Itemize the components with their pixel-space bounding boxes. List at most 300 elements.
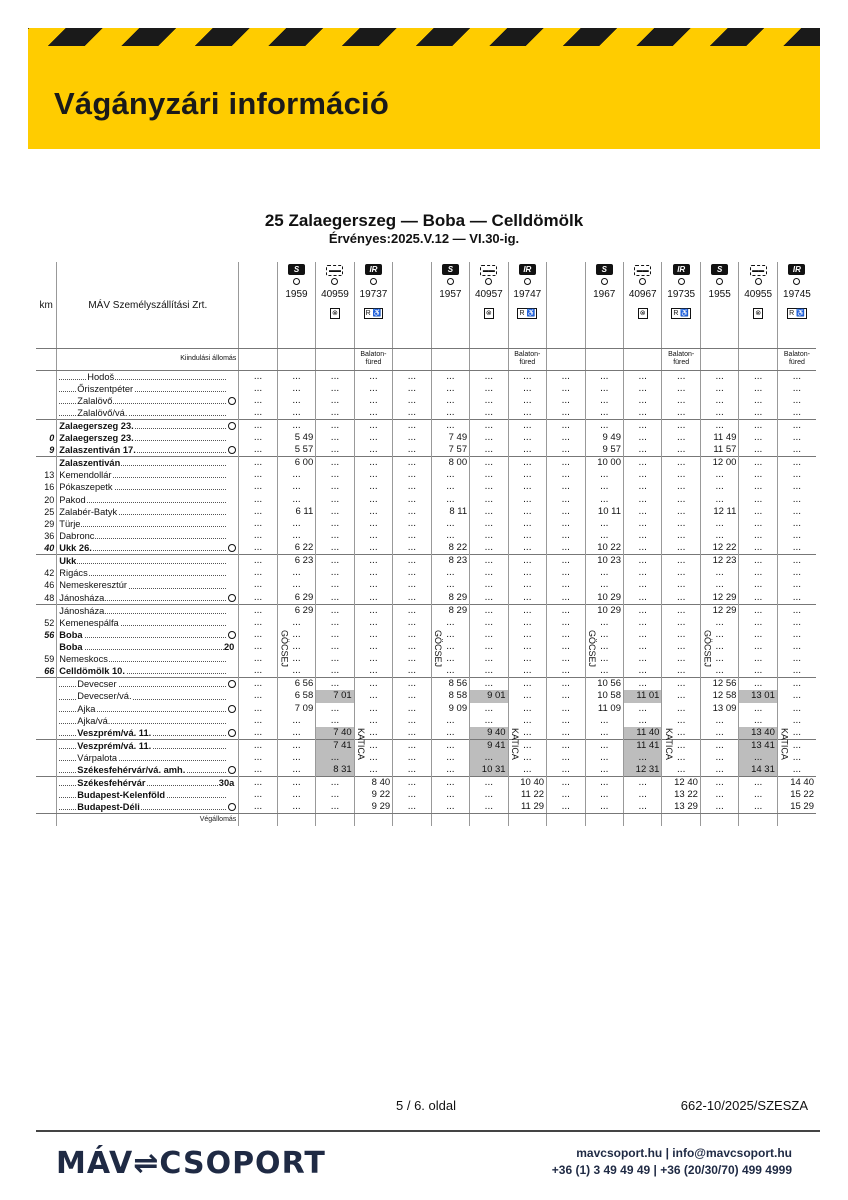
km-value: 0 [49, 432, 55, 443]
time-cell: ... [316, 469, 354, 481]
time-cell: ... [662, 419, 700, 432]
time-cell: ... [777, 715, 816, 727]
time-cell: ... [470, 481, 508, 493]
station-name: Ajka [57, 703, 239, 715]
train-number: 19747 [513, 289, 542, 300]
terminus-cell [470, 814, 508, 827]
km-value [36, 727, 57, 740]
origin-empty [739, 348, 777, 370]
time-cell: ... [662, 530, 700, 542]
time-cell: ... [662, 457, 700, 470]
ticket-office-circle-icon [228, 631, 236, 639]
time-cell: ... [662, 690, 700, 702]
table-row [36, 567, 816, 579]
time-cell: 6 23 [277, 555, 315, 568]
km-value [36, 383, 57, 395]
interregio-icon: IR [519, 264, 536, 275]
time-cell: ... [239, 604, 277, 617]
time-cell: ... [316, 542, 354, 555]
bicycle-reservation-accessible-icon: R ♿ [519, 310, 536, 317]
table-row [36, 727, 816, 740]
time-cell: ... [623, 579, 661, 591]
time-cell: 10 40 [508, 777, 546, 790]
km-value: 13 [44, 470, 55, 481]
time-cell: ... [316, 703, 354, 715]
time-cell: 10 31 [470, 764, 508, 777]
station-name: Dabronc [57, 530, 239, 542]
time-cell: ... [239, 727, 277, 740]
km-value [36, 370, 57, 383]
time-cell: ... [431, 715, 469, 727]
time-cell: ... [547, 690, 585, 702]
time-cell: ... [277, 481, 315, 493]
train-name-katica: KATICA [779, 727, 790, 760]
time-cell: ... [662, 752, 700, 764]
table-row [36, 506, 816, 518]
time-cell: ... [316, 370, 354, 383]
station-name: Zalaszentiván 17. [57, 444, 239, 457]
time-cell: ... [623, 801, 661, 814]
time-cell: ... [623, 469, 661, 481]
time-cell: ... [508, 727, 546, 740]
time-cell: ... [239, 703, 277, 715]
time-cell: ... [470, 457, 508, 470]
time-cell: 6 00 [277, 457, 315, 470]
time-cell: 10 29 [585, 592, 623, 605]
time-cell: ... [547, 542, 585, 555]
time-cell: ... [739, 469, 777, 481]
time-cell: ... [393, 407, 431, 420]
no-bicycle-icon: ⊗ [639, 310, 646, 317]
train-number: 19735 [667, 289, 696, 300]
km-value: 25 [44, 506, 55, 517]
time-cell: 8 40 [354, 777, 392, 790]
time-cell: 7 57 [431, 444, 469, 457]
time-cell: ... [623, 641, 661, 653]
time-cell: ... [470, 555, 508, 568]
time-cell: ... [508, 469, 546, 481]
table-row [36, 444, 816, 457]
time-cell: ... [431, 518, 469, 530]
bus-icon: ▬▬ [634, 265, 651, 276]
bus-icon: ▬▬ [750, 265, 767, 276]
time-cell: ... [316, 617, 354, 629]
time-cell: ... [739, 592, 777, 605]
station-name: Őriszentpéter [57, 383, 239, 395]
time-cell: ... [316, 419, 354, 432]
time-cell: ... [508, 432, 546, 444]
time-cell: ... [777, 629, 816, 641]
header-banner [28, 28, 820, 149]
km-value: 59 [44, 654, 55, 665]
terminus-cell [316, 814, 354, 827]
train-header [470, 262, 508, 348]
station-name: Ajka/vá. [57, 715, 239, 727]
time-cell: ... [239, 407, 277, 420]
time-cell: ... [585, 764, 623, 777]
time-cell: ... [777, 727, 816, 740]
time-cell: ... [354, 419, 392, 432]
time-cell: ... [239, 801, 277, 814]
time-cell: ... [739, 665, 777, 678]
time-cell: ... [777, 493, 816, 505]
time-cell: ... [354, 383, 392, 395]
time-cell: ... [662, 383, 700, 395]
time-cell: ... [239, 457, 277, 470]
time-cell: ... [470, 493, 508, 505]
station-name: Türje [57, 518, 239, 530]
time-cell: ... [739, 419, 777, 432]
time-cell: ... [547, 432, 585, 444]
time-cell: ... [239, 678, 277, 691]
train-number: 40959 [321, 289, 349, 300]
passenger-train-icon: S [711, 264, 728, 275]
daily-circle-icon [755, 278, 762, 285]
time-cell: ... [431, 370, 469, 383]
train-header [585, 262, 623, 348]
time-cell: ... [700, 383, 738, 395]
time-cell: ... [662, 764, 700, 777]
time-cell: ... [508, 370, 546, 383]
time-cell: ... [623, 457, 661, 470]
ticket-office-circle-icon [228, 422, 236, 430]
time-cell: ... [354, 690, 392, 702]
time-cell: ... [585, 530, 623, 542]
time-cell: ... [739, 801, 777, 814]
station-name: Boba 20 [57, 641, 239, 653]
terminus-cell [393, 814, 431, 827]
time-cell: ... [316, 579, 354, 591]
km-value: 20 [44, 494, 55, 505]
time-cell: 6 22 [277, 542, 315, 555]
table-row [36, 407, 816, 420]
time-cell: ... [547, 395, 585, 407]
page-number: 5 / 6. oldal [396, 1098, 456, 1113]
time-cell: ... [547, 407, 585, 420]
time-cell: ... [547, 617, 585, 629]
time-cell: ... [662, 444, 700, 457]
time-cell: ... [777, 444, 816, 457]
time-cell: ... [431, 493, 469, 505]
time-cell: ... [239, 469, 277, 481]
km-value [36, 801, 57, 814]
time-cell: 10 22 [585, 542, 623, 555]
time-cell: 11 40 [623, 727, 661, 740]
time-cell: ... [585, 579, 623, 591]
daily-circle-icon [331, 278, 338, 285]
time-cell: ... [277, 665, 315, 678]
train-name-katica: KATICA [663, 727, 674, 760]
km-value [36, 789, 57, 801]
time-cell: ... [547, 555, 585, 568]
daily-circle-icon [485, 278, 492, 285]
km-value: 36 [44, 531, 55, 542]
train-header [623, 262, 661, 348]
station-name: Rigács [57, 567, 239, 579]
time-cell: ... [547, 727, 585, 740]
km-value [36, 555, 57, 568]
train-header [700, 262, 738, 348]
time-cell: ... [393, 617, 431, 629]
empty-column-header [393, 262, 431, 348]
mav-csoport-logo: MÁV⇌CSOPORT [56, 1146, 326, 1181]
time-cell: ... [623, 555, 661, 568]
time-cell: ... [239, 395, 277, 407]
time-cell: ... [623, 604, 661, 617]
time-cell: 10 29 [585, 604, 623, 617]
train-name-katica: KATICA [356, 727, 367, 760]
time-cell: ... [547, 665, 585, 678]
time-cell: ... [662, 407, 700, 420]
daily-circle-icon [601, 278, 608, 285]
time-cell: ... [239, 665, 277, 678]
time-cell: ... [662, 715, 700, 727]
time-cell: ... [354, 592, 392, 605]
time-cell: ... [239, 752, 277, 764]
passenger-train-icon: S [288, 264, 305, 275]
no-bicycle-icon: ⊗ [485, 310, 492, 317]
time-cell: ... [623, 617, 661, 629]
time-cell: ... [431, 407, 469, 420]
ticket-office-circle-icon [228, 680, 236, 688]
time-cell: ... [239, 579, 277, 591]
origin-empty [623, 348, 661, 370]
station-name: Hodoš [57, 370, 239, 383]
time-cell: ... [470, 542, 508, 555]
time-cell: ... [662, 579, 700, 591]
time-cell: ... [547, 506, 585, 518]
time-cell: ... [662, 506, 700, 518]
station-name: Zalalövő/vá. [57, 407, 239, 420]
bus-icon: ▬▬ [480, 265, 497, 276]
interregio-icon: IR [365, 264, 382, 275]
time-cell: ... [547, 444, 585, 457]
time-cell: ... [316, 555, 354, 568]
time-cell: ... [777, 690, 816, 702]
time-cell: ... [585, 653, 623, 665]
train-origin: Balaton-füred [508, 348, 546, 370]
time-cell: 11 01 [623, 690, 661, 702]
time-cell: ... [662, 739, 700, 752]
time-cell: ... [777, 752, 816, 764]
time-cell: ... [508, 641, 546, 653]
km-value: 56 [44, 629, 55, 640]
time-cell: 12 00 [700, 457, 738, 470]
time-cell: 9 29 [354, 801, 392, 814]
time-cell: 13 01 [739, 690, 777, 702]
time-cell: 5 49 [277, 432, 315, 444]
time-cell: ... [316, 530, 354, 542]
time-cell: ... [277, 395, 315, 407]
time-cell: ... [393, 395, 431, 407]
time-cell: ... [277, 370, 315, 383]
time-cell: ... [623, 653, 661, 665]
time-cell: ... [739, 789, 777, 801]
time-cell: ... [316, 715, 354, 727]
time-cell: ... [739, 395, 777, 407]
time-cell: ... [700, 752, 738, 764]
table-row [36, 678, 816, 691]
time-cell: ... [431, 727, 469, 740]
time-cell: ... [277, 789, 315, 801]
station-name: Nemeskocs [57, 653, 239, 665]
empty-column-header [239, 262, 277, 348]
no-bicycle-icon: ⊗ [332, 310, 338, 317]
time-cell: ... [700, 518, 738, 530]
time-cell: ... [585, 481, 623, 493]
time-cell: ... [508, 752, 546, 764]
time-cell: ... [431, 617, 469, 629]
time-cell: ... [431, 395, 469, 407]
time-cell: ... [739, 506, 777, 518]
time-cell: ... [547, 481, 585, 493]
time-cell: ... [393, 469, 431, 481]
ticket-office-circle-icon [228, 729, 236, 737]
time-cell: 15 22 [777, 789, 816, 801]
time-cell: ... [239, 542, 277, 555]
ticket-office-circle-icon [228, 397, 236, 405]
time-cell: ... [354, 493, 392, 505]
time-cell: 12 23 [700, 555, 738, 568]
time-cell: ... [277, 752, 315, 764]
time-cell: 13 29 [662, 801, 700, 814]
km-value: 52 [44, 617, 55, 628]
time-cell: ... [431, 653, 469, 665]
time-cell: 9 49 [585, 432, 623, 444]
time-cell: ... [585, 715, 623, 727]
time-cell: ... [700, 567, 738, 579]
time-cell: ... [662, 641, 700, 653]
terminus-cell [354, 814, 392, 827]
time-cell: ... [662, 592, 700, 605]
time-cell: ... [431, 665, 469, 678]
time-cell: ... [508, 419, 546, 432]
train-name-katica: KATICA [510, 727, 521, 760]
time-cell: ... [623, 444, 661, 457]
time-cell: ... [700, 777, 738, 790]
time-cell: ... [777, 604, 816, 617]
time-cell: 8 31 [316, 764, 354, 777]
time-cell: 6 29 [277, 592, 315, 605]
time-cell: 12 31 [623, 764, 661, 777]
time-cell: ... [662, 395, 700, 407]
train-name-gocsej: GÖCSEJ [702, 629, 713, 667]
time-cell: ... [508, 653, 546, 665]
time-cell: ... [777, 617, 816, 629]
time-cell: 13 09 [700, 703, 738, 715]
km-value: 42 [44, 568, 55, 579]
time-cell: ... [662, 617, 700, 629]
time-cell: ... [393, 592, 431, 605]
daily-circle-icon [447, 278, 454, 285]
time-cell: ... [508, 407, 546, 420]
time-cell: ... [277, 641, 315, 653]
time-cell: ... [277, 801, 315, 814]
time-cell: ... [547, 801, 585, 814]
time-cell: ... [239, 518, 277, 530]
time-cell: ... [623, 777, 661, 790]
time-cell: ... [547, 764, 585, 777]
time-cell: 7 41 [316, 739, 354, 752]
time-cell: 13 40 [739, 727, 777, 740]
train-number: 19737 [359, 289, 388, 300]
table-row [36, 604, 816, 617]
time-cell: ... [239, 715, 277, 727]
table-row [36, 703, 816, 715]
station-name: Jánosháza [57, 592, 239, 605]
time-cell: ... [585, 665, 623, 678]
time-cell: ... [354, 567, 392, 579]
timetable-title: 25 Zalaegerszeg — Boba — Celldömölk [264, 211, 584, 230]
time-cell: ... [431, 579, 469, 591]
time-cell: ... [508, 530, 546, 542]
time-cell: ... [623, 789, 661, 801]
time-cell: ... [585, 567, 623, 579]
time-cell: 8 29 [431, 592, 469, 605]
train-number: 1967 [593, 289, 616, 300]
table-row [36, 469, 816, 481]
time-cell: ... [662, 629, 700, 641]
table-row [36, 801, 816, 814]
time-cell: ... [393, 739, 431, 752]
time-cell: ... [700, 801, 738, 814]
train-header [508, 262, 546, 348]
time-cell: 5 57 [277, 444, 315, 457]
page-title: Vágányzári információ [54, 86, 389, 121]
station-name: Veszprém/vá. 11. [57, 739, 239, 752]
ticket-office-circle-icon [228, 594, 236, 602]
table-row [36, 617, 816, 629]
station-name: Kemendollár [57, 469, 239, 481]
time-cell: ... [393, 444, 431, 457]
time-cell: ... [277, 629, 315, 641]
time-cell: ... [239, 555, 277, 568]
time-cell: ... [777, 419, 816, 432]
daily-circle-icon [370, 278, 377, 285]
time-cell: 14 31 [739, 764, 777, 777]
terminus-label: Végállomás [57, 814, 239, 827]
time-cell: ... [585, 617, 623, 629]
time-cell: 10 11 [585, 506, 623, 518]
time-cell: ... [470, 801, 508, 814]
time-cell: ... [508, 457, 546, 470]
time-cell: ... [277, 777, 315, 790]
time-cell: ... [354, 641, 392, 653]
time-cell: 10 00 [585, 457, 623, 470]
time-cell: ... [739, 703, 777, 715]
origin-empty [547, 348, 585, 370]
time-cell: ... [585, 419, 623, 432]
time-cell: ... [585, 370, 623, 383]
time-cell: ... [239, 432, 277, 444]
passenger-train-icon: S [596, 264, 613, 275]
train-header [739, 262, 777, 348]
time-cell: ... [508, 444, 546, 457]
time-cell: ... [354, 665, 392, 678]
time-cell: ... [431, 419, 469, 432]
time-cell: 6 11 [277, 506, 315, 518]
terminus-cell [662, 814, 700, 827]
time-cell: ... [239, 641, 277, 653]
time-cell: ... [316, 481, 354, 493]
time-cell: ... [393, 801, 431, 814]
time-cell: ... [777, 395, 816, 407]
daily-circle-icon [639, 278, 646, 285]
time-cell: ... [547, 457, 585, 470]
time-cell: ... [585, 383, 623, 395]
time-cell: ... [662, 469, 700, 481]
km-value [36, 678, 57, 691]
